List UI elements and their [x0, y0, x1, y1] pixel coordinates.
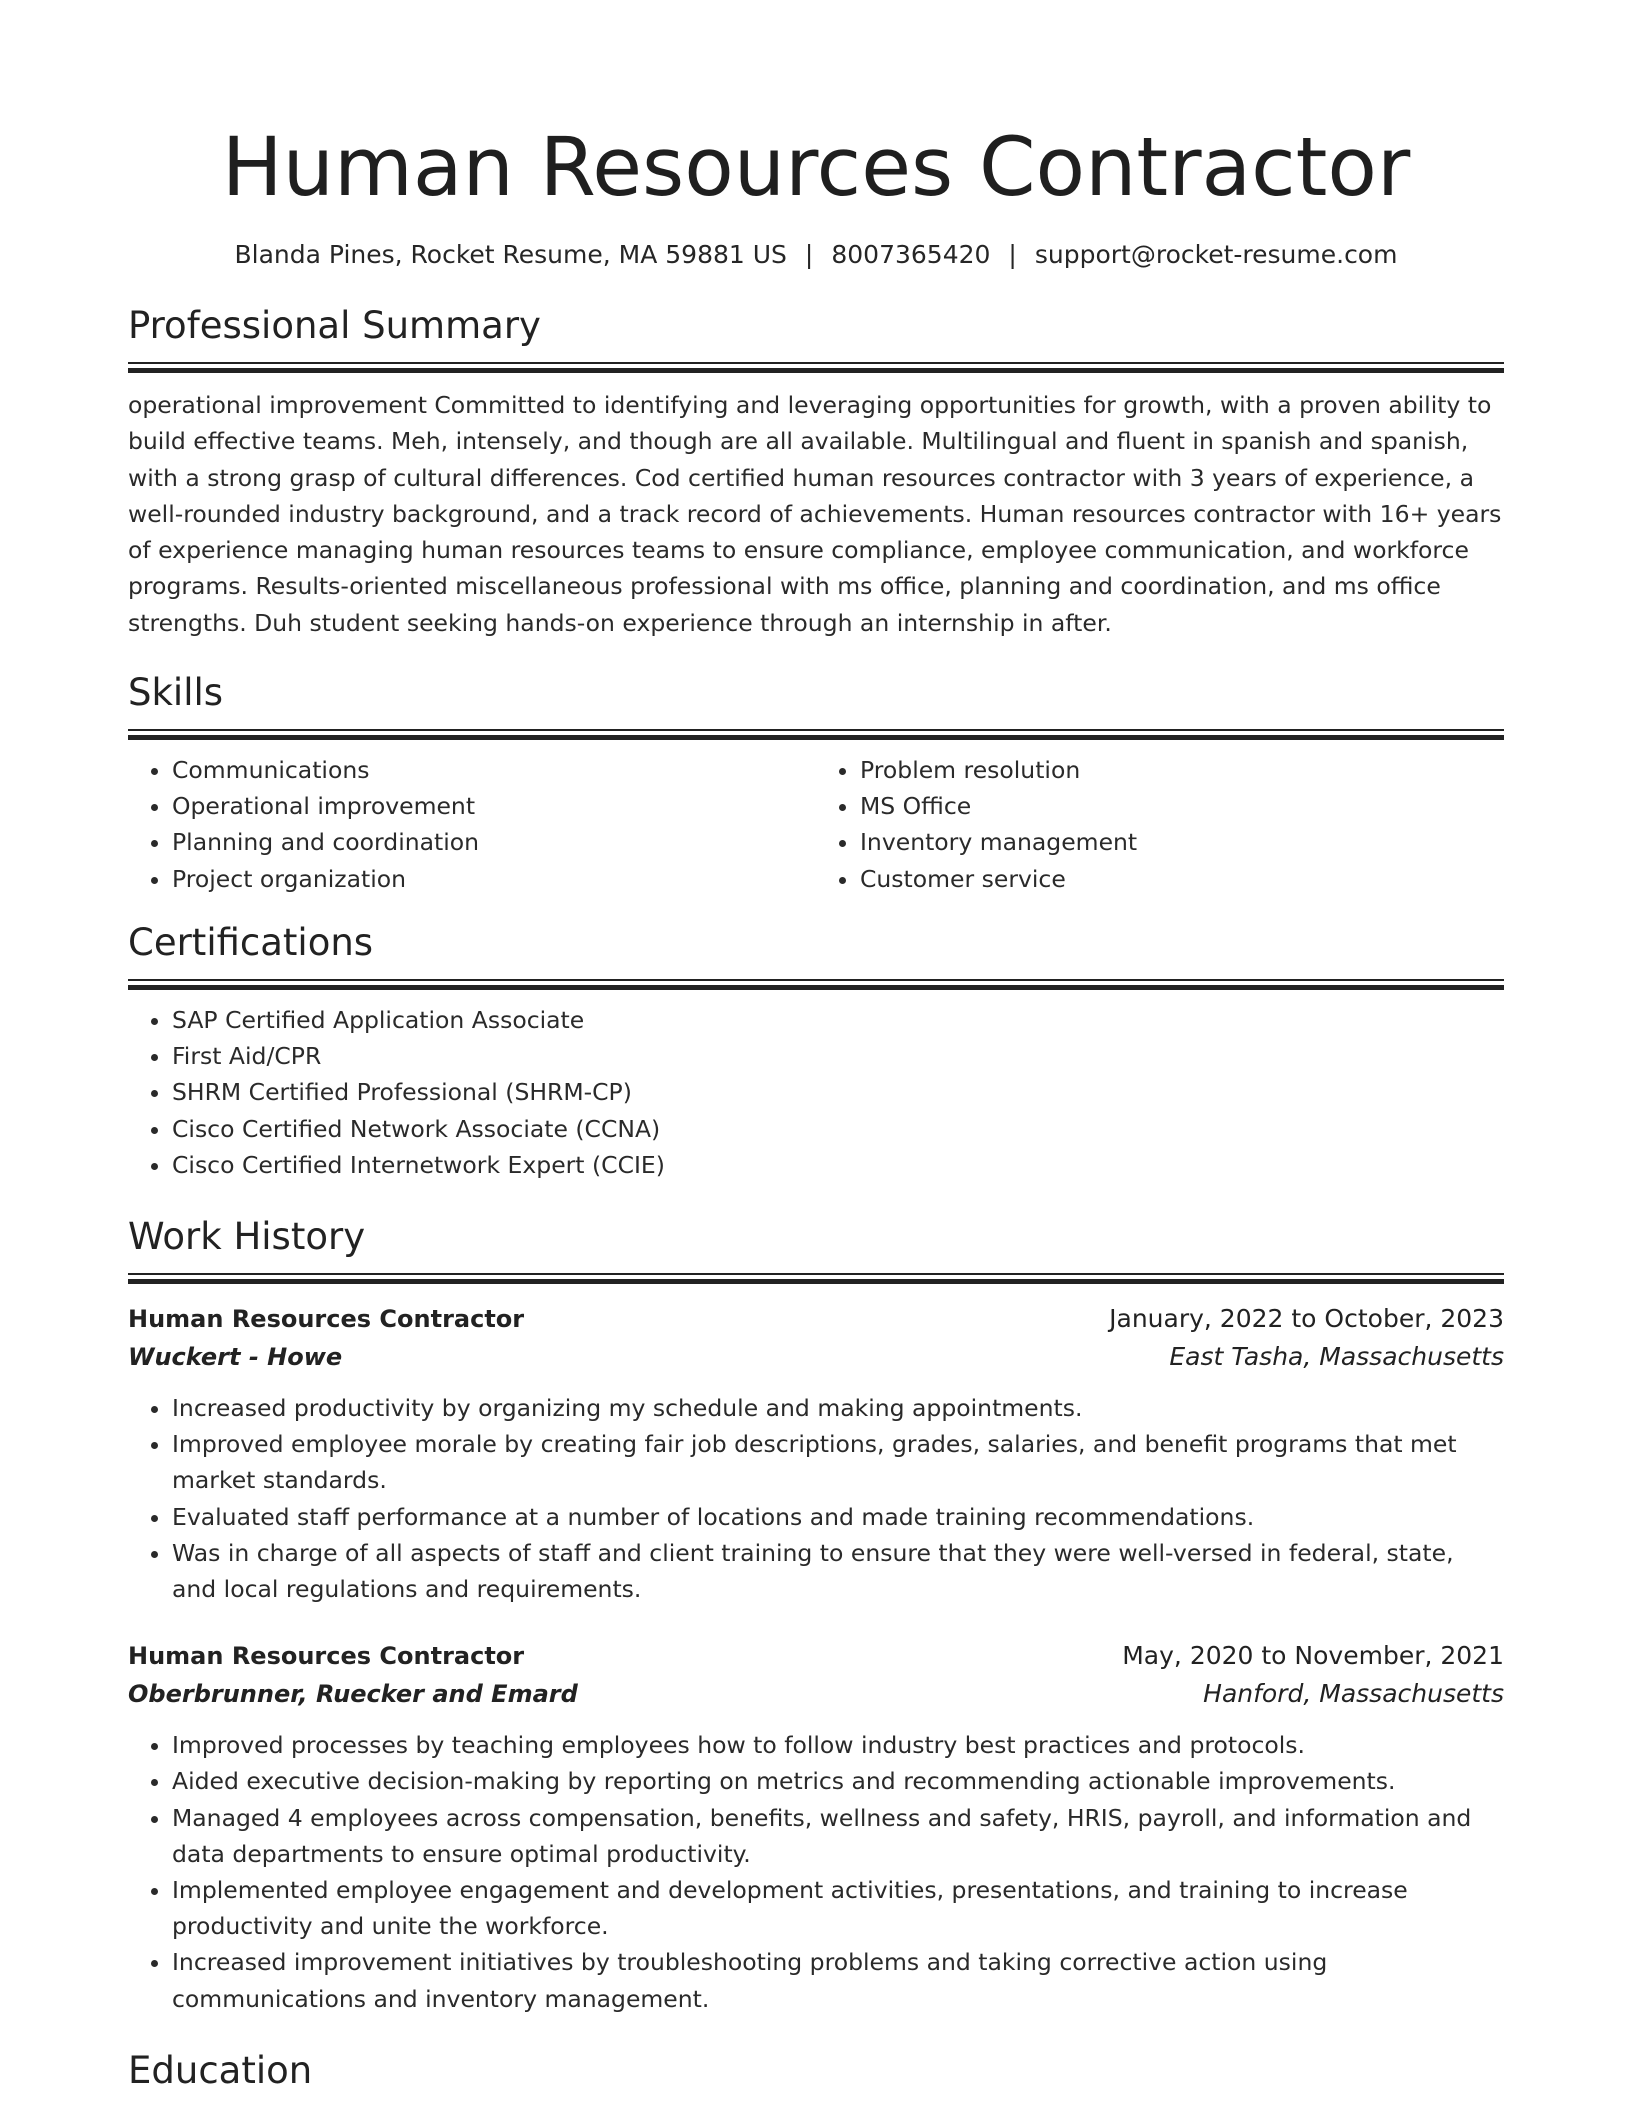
job-bullets [128, 1390, 1504, 1607]
job-company: Wuckert - Howe [128, 1342, 343, 1371]
job-company-row [128, 1338, 1504, 1376]
section-divider [128, 362, 1504, 373]
skills-list-left [128, 752, 816, 897]
job-bullet: • Aided executive decision-making by reporting on metrics and recommending actionable improvements. [172, 1763, 1504, 1799]
certification-item: • SAP Certified Application Associate [172, 1002, 1504, 1038]
contact-separator: | [1008, 240, 1017, 269]
job-bullet: • Implemented employee engagement and development activities, presentations, and training to increase productivity and unite the workforce. [172, 1872, 1504, 1944]
job-bullet: • Improved employee morale by creating fair job descriptions, grades, salaries, and benefit programs that met market standards. [172, 1426, 1504, 1498]
job-entry [128, 1637, 1504, 2017]
skill-item: • Communications [172, 752, 816, 788]
section-title-education: Education [128, 2048, 313, 2092]
section-divider [128, 979, 1504, 990]
job-bullet: • Managed 4 employees across compensation, benefits, wellness and safety, HRIS, payroll, and information and data departments to ensure optimal productivity. [172, 1800, 1504, 1872]
education-section [128, 2047, 1504, 2095]
skill-item: • MS Office [860, 788, 1504, 824]
section-divider [128, 729, 1504, 740]
section-title-certifications: Certifications [128, 920, 374, 964]
work-history-section [128, 1213, 1504, 2017]
skill-item: • Planning and coordination [172, 824, 816, 860]
job-bullets [128, 1727, 1504, 2017]
certification-item: • Cisco Certified Internetwork Expert (CCIE) [172, 1147, 1504, 1183]
job-bullet: • Was in charge of all aspects of staff and client training to ensure that they were well-versed in federal, state, and local regulations and requirements. [172, 1535, 1504, 1607]
job-location: Hanford, Massachusetts [1203, 1679, 1504, 1709]
certification-item: • SHRM Certified Professional (SHRM-CP) [172, 1074, 1504, 1110]
skill-item: • Project organization [172, 861, 816, 897]
job-company-row [128, 1675, 1504, 1713]
skills-section [128, 669, 1504, 897]
job-title: Human Resources Contractor [128, 1304, 525, 1333]
job-company: Oberbrunner, Ruecker and Emard [128, 1680, 578, 1709]
resume-name: Human Resources Contractor [221, 121, 1411, 215]
skills-columns [128, 752, 1504, 897]
job-bullet: • Increased productivity by organizing my schedule and making appointments. [172, 1390, 1504, 1426]
section-title-skills: Skills [128, 671, 224, 715]
certifications-section [128, 919, 1504, 1183]
job-header-row [128, 1300, 1504, 1338]
contact-address: Blanda Pines, Rocket Resume, MA 59881 US [234, 240, 787, 269]
section-title-summary: Professional Summary [128, 304, 541, 347]
job-entry [128, 1300, 1504, 1607]
contact-phone: 8007365420 [831, 240, 991, 269]
job-dates: January, 2022 to October, 2023 [1109, 1303, 1504, 1333]
resume-page [128, 0, 1504, 2095]
contact-line [128, 238, 1504, 272]
skill-item: • Problem resolution [860, 752, 1504, 788]
job-title: Human Resources Contractor [128, 1642, 525, 1671]
job-header-row [128, 1637, 1504, 1675]
section-title-work: Work History [128, 1214, 366, 1258]
certification-item: • First Aid/CPR [172, 1038, 1504, 1074]
section-divider [128, 1273, 1504, 1284]
job-dates: May, 2020 to November, 2021 [1122, 1641, 1504, 1671]
skills-list-right [816, 752, 1504, 897]
contact-email: support@rocket-resume.com [1034, 240, 1398, 269]
skill-item: • Inventory management [860, 824, 1504, 860]
job-bullet: • Improved processes by teaching employees how to follow industry best practices and protocols. [172, 1727, 1504, 1763]
certifications-list [128, 1002, 1504, 1183]
job-bullet: • Evaluated staff performance at a number of locations and made training recommendations. [172, 1499, 1504, 1535]
summary-section [128, 302, 1504, 641]
skill-item: • Customer service [860, 861, 1504, 897]
certification-item: • Cisco Certified Network Associate (CCNA) [172, 1111, 1504, 1147]
contact-separator: | [804, 240, 814, 269]
job-location: East Tasha, Massachusetts [1169, 1341, 1504, 1371]
skill-item: • Operational improvement [172, 788, 816, 824]
job-bullet: • Increased improvement initiatives by troubleshooting problems and taking corrective action using communications and inventory management. [172, 1944, 1504, 2016]
summary-text: operational improvement Committed to identifying and leveraging opportunities for growth, with a proven ability to build effective teams. Meh, intensely, and though are all available. Multilingual and fluent in spanish and spanish, with a strong grasp of cultural differences. Cod certified human resources contractor with 3 years of experience, a well-rounded industry background, and a track record of achievements. Human resources contractor with 16+ years of experience managing human resources teams to ensure compliance, employee communication, and workforce programs. Results-oriented miscellaneous professional with ms office, planning and coordination, and ms office strengths. Duh student seeking hands-on experience through an internship in after. [128, 391, 1502, 637]
